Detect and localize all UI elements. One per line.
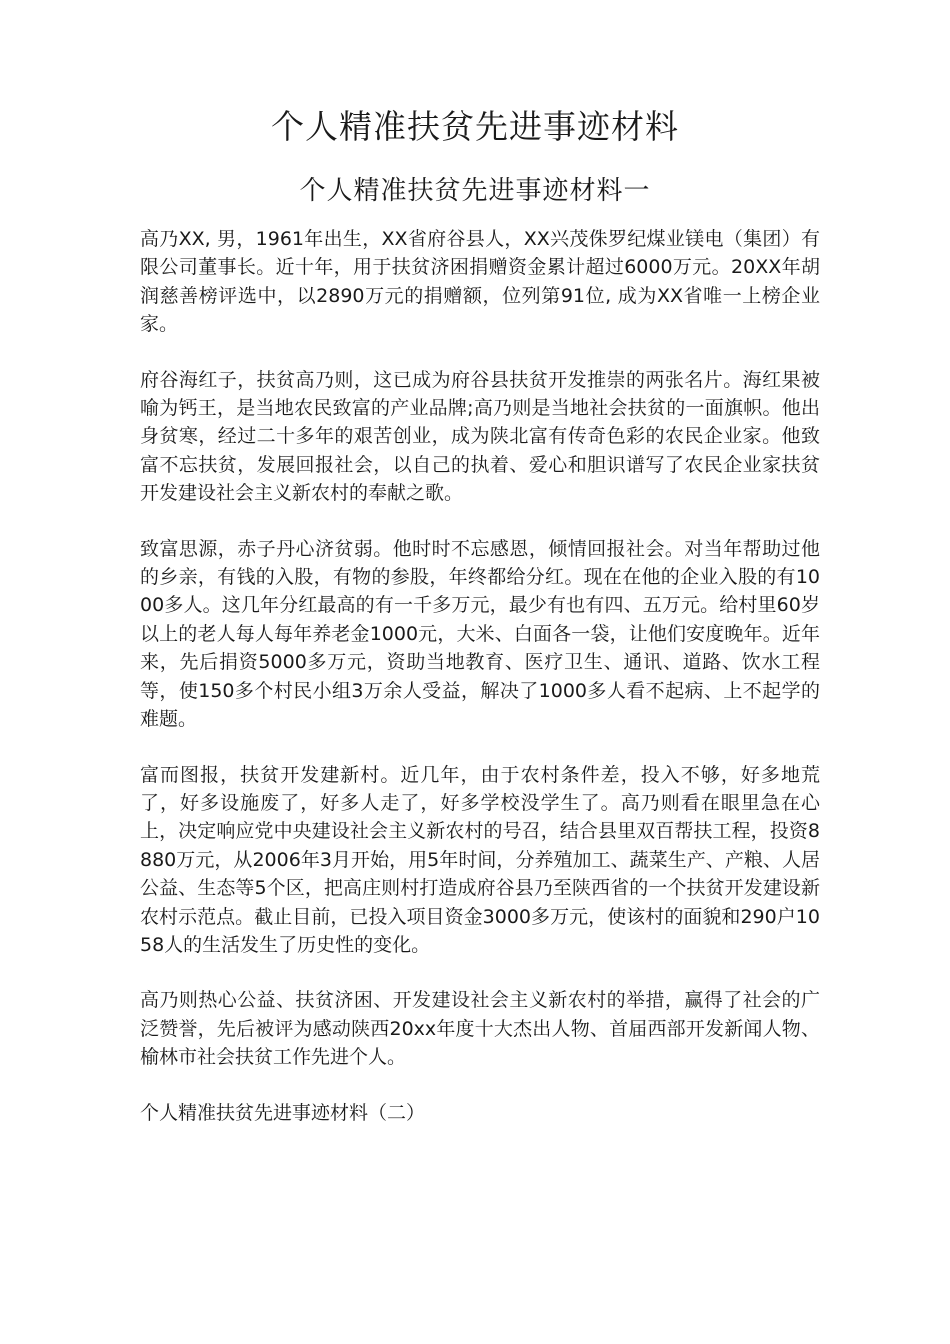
paragraph-2: 府谷海红子，扶贫高乃则，这已成为府谷县扶贫开发推崇的两张名片。海红果被喻为钙王，是当地农民致富的产业品牌;高乃则是当地社会扶贫的一面旗帜。他出身贫寒，经过二十多年的艰苦创业，成为陕北富有传奇色彩的农民企业家。他致富不忘扶贫，发展回报社会，以自己的执着、爱心和胆识谱写了农民企业家扶贫开发建设社会主义新农村的奉献之歌。	[140, 368, 820, 505]
paragraph-5: 高乃则热心公益、扶贫济困、开发建设社会主义新农村的举措，赢得了社会的广泛赞誉，先后被评为感动陕西20xx年度十大杰出人物、首届西部开发新闻人物、榆林市社会扶贫工作先进个人。	[140, 989, 820, 1069]
paragraph-1: 高乃XX, 男，1961年出生，XX省府谷县人，XX兴茂侏罗纪煤业镁电（集团）有限公司董事长。近十年，用于扶贫济困捐赠资金累计超过6000万元。20XX年胡润慈善榜评选中，以2890万元的捐赠额，位列第91位, 成为XX省唯一上榜企业家。	[140, 228, 820, 336]
next-section-heading: 个人精准扶贫先进事迹材料（二）	[140, 1101, 426, 1124]
document-title: 个人精准扶贫先进事迹材料	[271, 107, 679, 146]
paragraph-4: 富而图报，扶贫开发建新村。近几年，由于农村条件差，投入不够，好多地荒了，好多设施废了，好多人走了，好多学校没学生了。高乃则看在眼里急在心上，决定响应党中央建设社会主义新农村的号召，结合县里双百帮扶工程，投资8880万元，从2006年3月开始，用5年时间，分养殖加工、蔬菜生产、产粮、人居公益、生态等5个区，把高庄则村打造成府谷县乃至陕西省的一个扶贫开发建设新农村示范点。截止目前，已投入项目资金3000多万元，使该村的面貌和290户1058人的生活发生了历史性的变化。	[140, 763, 820, 956]
document-body	[140, 225, 820, 1127]
paragraph-3: 致富思源，赤子丹心济贫弱。他时时不忘感恩，倾情回报社会。对当年帮助过他的乡亲，有钱的入股，有物的参股，年终都给分红。现在在他的企业入股的有1000多人。这几年分红最高的有一千多万元，最少有也有四、五万元。给村里60岁以上的老人每人每年养老金1000元，大米、白面各一袋，让他们安度晚年。近年来，先后捐资5000多万元，资助当地教育、医疗卫生、通讯、道路、饮水工程等，使150多个村民小组3万余人受益，解决了1000多人看不起病、上不起学的难题。	[140, 537, 820, 731]
section-title: 个人精准扶贫先进事迹材料一	[299, 176, 651, 206]
